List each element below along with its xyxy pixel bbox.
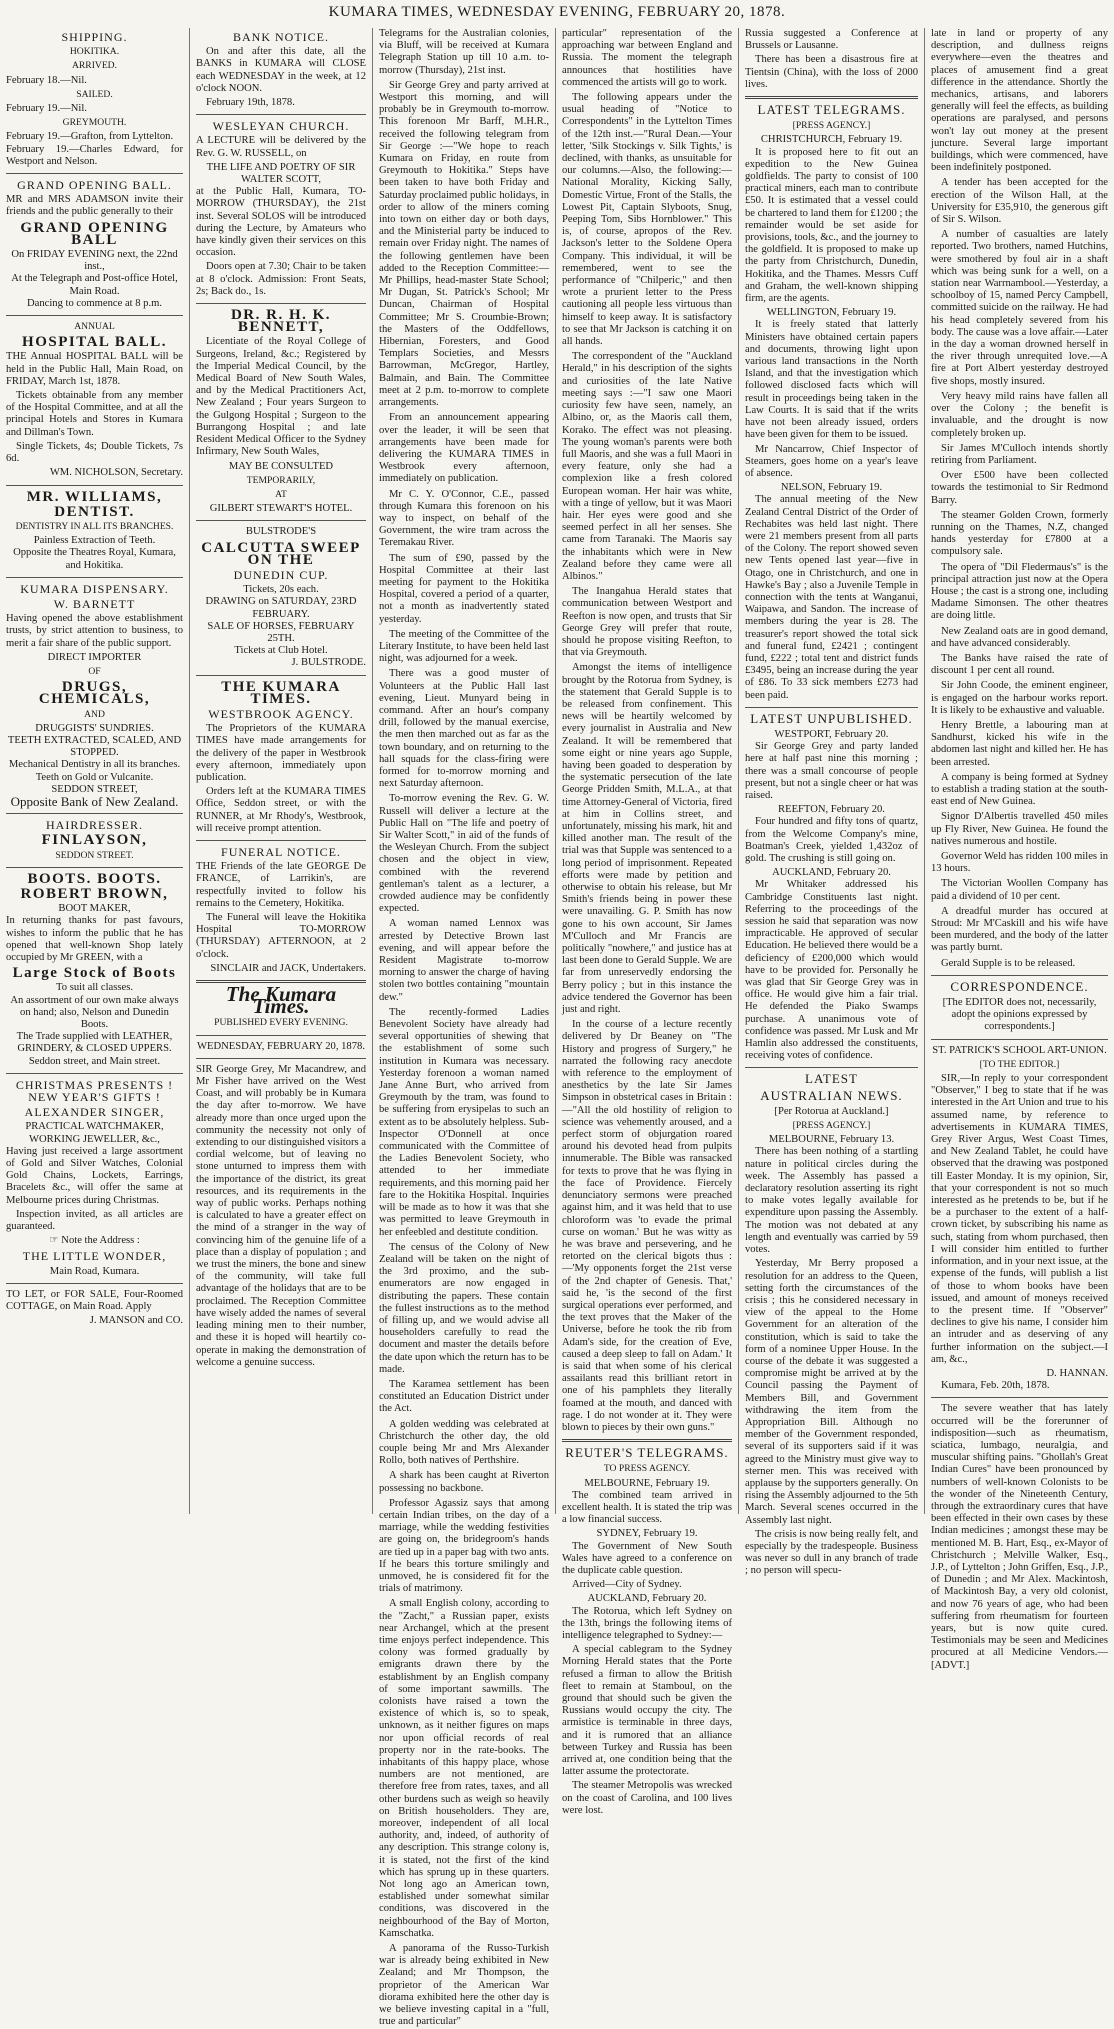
singer-heading: ALEXANDER SINGER, [24,1105,165,1120]
dentistry-branches: DENTISTRY IN ALL ITS BRANCHES. [15,520,174,532]
to-let-text: TO LET, or FOR SALE, Four-Roomed COTTAGE, on Main Road. Apply [6,1288,183,1313]
st-patricks-heading: ST. PATRICK'S SCHOOL ART-UNION. [932,1044,1107,1056]
funeral-text: THE Friends of the late GEORGE De FRANCE, of Larrikin's, are respectfully invited to follow his remains to the Cemetery, Hokitika. [196,861,366,909]
news-paragraph: In the course of a lecture recently delivered by Dr Beaney on "The History and progress of Surgery," he narrated the following racy anecdote with reference to the employment of anesthetics by the late Sir James Simpson in obstetrical cases in Britain :—"All the old hostility of religion to science was vehemently aroused, and a perfect storm of objurgation roared around his devoted head from pulpits innumerable. The Bible was ransacked for texts to prove that he was flying in the face of Providence. Fiercely denunciatory sermons were preached against him, and it was held that to use chloroform was 'to evade the primal curse on woman.' But he was witty as he was brave and persevering, and he retorted on the clerical bigots thus :—'My opponents forget the 21st verse of the 2nd chapter of Genesis. That,' said he, 'is the second of the first surgical operations ever performed, and the text proves that the Maker of the Universe, before he took the rib from Adam's side, for the creation of Eve, caused a deep sleep to fall on Adam.' It is said that when some of his clerical assailants read this brilliant retort in one of his pamphlets they literally foamed at the mouth, and danced with rage. I do not wonder at it. They were blown to pieces by their own guns." [562,1019,732,1433]
telegram-paragraph: Mr Nancarrow, Chief Inspector of Steamers, goes home on a year's leave of absence. [745,443,918,479]
greymouth-heading: GREYMOUTH. [62,117,127,129]
trade-label: The Trade supplied with LEATHER, GRINDERY, & CLOSED UPPERS. [16,1031,173,1055]
column-1 [0,28,189,1514]
news-paragraph: The Victorian Woollen Company has paid a dividend of 10 per cent. [931,878,1108,902]
telegram-paragraph: The steamer Metropolis was wrecked on the coast of Carolina, and 100 lives were lost. [562,1780,732,1816]
ball-big-title: GRAND OPENING BALL [20,219,169,248]
dateline: NELSON, February 19. [780,482,883,494]
news-paragraph: A panorama of the Russo-Turkish war is already being exhibited in New Zealand; and Mr Thompson, the proprietor of the American War diorama exhibited here the other day is we believe investing capital in a "full, true and particular" [379,1943,549,2028]
seddon-label: SEDDON STREET, [51,783,138,795]
news-paragraph: The opera of "Dil Fledermaus's" is the principal attraction just now at the Opera House ; the cast is a strong one, including Madame Simonsen. The other theatres are doing little. [931,561,1108,622]
dentist-address: Opposite the Theatres Royal, Kumara, and Hokitika. [13,547,176,571]
manson-signature: J. MANSON and CO. [89,1315,183,1327]
jeweller-label: WORKING JEWELLER, &c., [29,1133,160,1145]
telegram-paragraph: It is freely stated that latterly Ministers have obtained certain papers and documents, throwing light upon various land transactions in the North Island, and that the investigation which followed disclosed facts which will result in proceedings being taken in the Law Courts. It is said that if the writs have not been already issued, orders have been given for them to be issued. [745,319,918,441]
bank-notice-text: On and after this date, all the BANKS in KUMARA will CLOSE each WEDNESDAY in the week, at 12 o'clock NOON. [196,46,366,94]
of-label: OF [88,665,101,677]
editorial-text: SIR George Grey, Mr Macandrew, and Mr Fisher have arrived on the West Coast, and will probably be in Kumara the day after to-morrow. We have already more than once urged upon the community the necessity not only of extending to our distinguished visitors a cordial welcome, but of leaving no stone unturned to impress them with the importance of the district, its great resources, and its requirements in the way of public works. Perhaps nothing is calculated to have a greater effect on the mind of a stranger in the way of convincing him of the genuine life of a place than a display of population ; and we trust the miners, the bone and sinew of the community, will take full advantage of the holidays that are to be proclaimed. The Reception Committee have wisely added the names of several leading mining men to their number, and these it is hoped will heartily co-operate in making the demonstration of welcome a genuine success. [196,1063,366,1368]
news-paragraph: A woman named Lennox was arrested by Detective Brown last evening, and will appear before the Resident Magistrate to-morrow morning to answer the charge of having stolen two bottles containing "mountain dew." [379,918,549,1003]
news-paragraph: The correspondent of the "Auckland Herald," in his description of the sights and curiosities of the late Native meeting says :—"I saw one Maori curiosity few have seen, namely, an Albino, or, as the Maoris call them, Korako. The effect was not pleasing. The young woman's parents were both full Maoris, and she was a full Maori in every feature, only she had a complexion like a fresh colored European woman. Her hair was white, with a tinge of yellow, but it was Maori hair. Her eyes were good and she seemed perfect in all her senses. She came from Taranaki. The Maoris say the inhabitants which were in New Zealand before they came were all Albinos." [562,351,732,582]
calcutta-sweep-heading: CALCUTTA SWEEP ON THE [201,539,361,568]
stewart-hotel-label: GILBERT STEWART'S HOTEL. [209,503,353,515]
drugs-heading: DRUGS, CHEMICALS, [38,679,151,708]
sundries-label: DRUGGISTS' SUNDRIES. [35,722,154,734]
hokitika-heading: HOKITIKA. [69,46,120,58]
telegram-paragraph: Four hundred and fifty tons of quartz, from the Welcome Company's mine, Boatman's Creek, yielded 1,432oz of gold. The crushing is still going on. [745,816,918,864]
painless-extraction: Painless Extraction of Teeth. [33,535,156,547]
mechanical-label: Mechanical Dentistry in all its branches. Teeth on Gold or Vulcanite. [8,759,181,783]
australian-news-heading: AUSTRALIAN NEWS. [760,1087,903,1103]
pointing-hand-icon: ☞ [49,1235,62,1247]
dateline: MELBOURNE, February 13. [768,1134,895,1146]
dispensary-heading: KUMARA DISPENSARY. [20,581,169,596]
singer-text: Having just received a large assortment of Gold and Silver Watches, Colonial Gold Chains, Lockets, Earrings, Bracelets &c., will offer the same at Melbourne prices during Christmas. [6,1145,183,1206]
telegram-paragraph: The combined team arrived in excellent health. It is stated the trip was a low financial success. [562,1489,732,1526]
column-5 [738,28,924,1577]
club-hotel-label: Tickets at Club Hotel. [234,645,328,657]
hokitika-arrived: February 18.—Nil. [6,74,87,86]
telegram-paragraph: The Government of New South Wales have agreed to a conference on the duplicate cable question. [562,1540,732,1576]
news-paragraph: The census of the Colony of New Zealand will be taken on the night of the 3rd proximo, and the sub-enumerators are now engaged in distributing the papers. These contain the fullest instructions as to the method of filling up, and we would advise all householders carefully to read the document and master the details before the date upon which the return has to be made. [379,1241,549,1375]
lecture-doors: Doors open at 7.30; Chair to be taken at 8 o'clock. Admission: Front Seats, 2s; Back do., 1s. [196,261,366,297]
news-paragraph: Very heavy mild rains have fallen all over the Colony ; the benefit is invaluable, and the drought is now completely broken up. [931,390,1108,439]
masthead: KUMARA TIMES, WEDNESDAY EVENING, FEBRUARY 20, 1878. [328,4,786,20]
finlayson-heading: FINLAYSON, [41,832,148,849]
and-label: AND [84,708,105,720]
telegram-paragraph: Mr Whitaker addressed his Cambridge Constituents last night. Referring to the proceedings of the session he said that separation was now impracticable. He approved of secular Education. He believed there would be a deficiency of £200,000 which would have to be provided for. Personally he was glad that Sir George Grey was in office. He would give him a fair trial. He defended the Piako Swamps purchase. A unanimous vote of confidence was passed. Mr Lusk and Mr Hamlin also addressed the constituents, receiving votes of confidence. [745,879,918,1062]
news-paragraph: There has been a disastrous fire at Tientsin (China), with the loss of 2000 lives. [745,54,918,90]
christmas-heading: CHRISTMAS PRESENTS ! NEW YEAR'S GIFTS ! [15,1077,174,1105]
importer-label: DIRECT IMPORTER [47,651,142,663]
news-paragraph: New Zealand oats are in good demand, and have advanced considerably. [931,625,1108,649]
news-paragraph: There has been nothing of a startling nature in political circles during the week. The Assembly has passed a declaratory resolution asserting its right to make votes legally available for expenditure upon passing the Assembly. The motion was not debated at any length and eventually was carried by 59 votes. [745,1146,918,1256]
dateline: SYDNEY, February 19. [596,1528,698,1540]
news-paragraph: Sir George Grey and party arrived at Westport this morning, and will probably be in Greymouth to-morrow. This forenoon Mr Barff, M.H.R., received the following telegram from Sir George :—"We hope to reach Kumara on Friday, en route from Greymouth to Hokitika." Steps have been taken to have both Friday and Saturday proclaimed public holidays, in order to allow of the miners coming into town on either day or both days, and the Ministerial party be induced to remain over Friday night. The names of the following gentlemen have been added to the Reception Committee:—Mr Phillips, head-master State School; Mr Dugan, St. Patrick's School; Mr Duncan, Chairman of Hospital Committee; Mr S. Croumbie-Brown; the Masters of the Oddfellows, Hibernian, Foresters, and Good Templars Societies, and Messrs Barrowman, McGregor, Hartley, Balmain, and Bain. The Committee meet at 2 p.m. to-morrow to complete arrangements. [379,79,549,409]
telegram-paragraph: The Rotorua, which left Sydney on the 13th, brings the following items of intelligence telegraphed to Sydney:— [562,1605,732,1641]
funeral-details: The Funeral will leave the Hokitika Hospital TO-MORROW (THURSDAY) AFTERNOON, at 2 o'clock. [196,912,366,960]
lecture-details: at the Public Hall, Kumara, TO-MORROW (THURSDAY), the 21st inst. Several SOLOS will be introduced during the Lecture, by Amateurs who have kindly given their services on this occasion. [196,186,366,259]
advertisement-text: The severe weather that has lately occurred will be the forerunner of indisposition—such as rheumatism, sciatica, lumbago, neuralgia, and muscular shifting pains. "Ghollah's Great Indian Cures" have been pronounced by numbers of well-known Colonists to be the wonder of the Nineteenth Century, through the extraordinary cures that have been effected in their own cases by these Indian medicines ; amongst these may be mentioned M. B. Hart, Esq., ex-Mayor of Christchurch ; Melville Walker, Esq., J.P., of Lyttelton ; John Griffen, Esq., J.P., of Dunedin ; and Mr Alex. Mackintosh, of Mackintosh Bay, a very old colonist, and now 76 years of age, who had been suffering from rheumatism for fourteen years, but is now quite cured. Testimonials may be seen and Medicines procured at all Medicine Vendors.—[ADVT.] [931,1403,1108,1671]
news-paragraph: To-morrow evening the Rev. G. W. Russell will deliver a lecture at the Public Hall on "The life and poetry of Sir Walter Scott," in aid of the funds of the Wesleyan Church. From the subject chosen and the object in view, combined with the reverend gentleman's talent as a lecturer, a crowded audience may be confidently expected. [379,793,549,915]
press-agency-label-2: [PRESS AGENCY.] [792,1120,871,1132]
seddon-main-label: Seddon street, and Main street. [28,1055,161,1067]
news-paragraph: Telegrams for the Australian colonies, via Bluff, will be received at Kumara Telegraph Station up till 10 a.m. to-morrow (Thursday), 21st inst. [379,28,549,76]
telegram-paragraph: The annual meeting of the New Zealand Central District of the Order of Rechabites was held last night. There were 21 members present from all parts of the Colony. The report showed seven new Tents opened last year—five in Otago, one in Christchurch, and one in Hawke's Bay ; also a Juvenile Temple in connection with the tents at Wanganui, Waipawa, and Sandon. The increase of members during the year is 28. The treasurer's report showed the total sick and funeral fund, £2421 ; contingent fund, £222 ; total tent and district funds £3495, being an increase during the year of £86. To 33 sick members £273 had been paid. [745,494,918,701]
barnett-text: Having opened the above establishment trusts, by strict attention to business, to merit a fair share of the public support. [6,613,183,649]
news-paragraph: Gerald Supple is to be released. [941,957,1076,969]
news-paragraph: A tender has been accepted for the erection of the Wilson Hall, at the University for £35,910, the generous gift of Sir S. Wilson. [931,177,1108,226]
brown-text: In returning thanks for past favours, wishes to inform the public that he has opened that well-known Shop lately occupied by Mr GREEN, with a [6,915,183,963]
dateline: REEFTON, February 20. [778,804,885,816]
inspection-text: Inspection invited, as all articles are guaranteed. [6,1208,183,1233]
to-press-agency: TO PRESS AGENCY. [603,1463,691,1475]
boots-heading: BOOTS. BOOTS. [27,870,162,887]
lecture-intro: A LECTURE will be delivered by the Rev. G. W. RUSSELL, on [196,135,366,159]
lecture-title: THE LIFE AND POETRY OF SIR WALTER SCOTT, [206,161,356,186]
dateline: AUCKLAND, February 20. [587,1593,707,1605]
news-paragraph: The Banks have raised the rate of discount 1 per cent all round. [931,652,1108,677]
press-agency-label: [PRESS AGENCY.] [792,120,871,132]
dentist-heading: DENTIST. [54,503,135,520]
greymouth-arrived: February 19.—Grafton, from Lyttelton. [6,131,174,143]
little-wonder-label: THE LITTLE WONDER, [22,1249,167,1264]
news-paragraph: There was a good muster of Volunteers at the Public Hall last evening, Lieut. Munyard being in command. After an hour's company drill, followed by the manual exercise, the men then marched out as far as the town boundary, and on returning to the hall squads for the class-firing were formed for to-morrow morning and next Saturday afternoon. [379,668,549,790]
news-paragraph: A shark has been caught at Riverton possessing no backbone. [379,1470,549,1494]
main-road-label: Main Road, Kumara. [49,1265,140,1277]
barnett-name: W. BARNETT [53,596,136,611]
hospital-ball-price: Single Tickets, 4s; Double Tickets, 7s 6d. [6,440,183,465]
to-the-editor-label: [TO THE EDITOR.] [979,1058,1060,1070]
arrived-label: ARRIVED. [71,60,118,72]
bennett-heading: DR. R. H. K. BENNETT, [230,307,332,336]
wesleyan-heading: WESLEYAN CHURCH. [212,119,350,134]
news-paragraph: A dreadful murder has occured at Stroud: Mr M'Caskill and his wife have been murdered, and the body of the latter was partly burnt. [931,905,1108,954]
sweep-tickets: Tickets, 20s each. [243,584,319,596]
hospital-ball-text: THE Annual HOSPITAL BALL will be held in the Public Hall, Main Road, on FRIDAY, March 1st, 1878. [6,351,183,387]
ball-where: At the Telegraph and Post-office Hotel, Main Road. [11,273,178,297]
telegram-paragraph: Sir George Grey and party landed here at half past nine this morning ; there was a small concourse of people present, but not a single cheer or hat was raised. [745,741,918,801]
opposite-bank-label: Opposite Bank of New Zealand. [10,793,179,809]
ball-when: On FRIDAY EVENING next, the 22nd inst., [11,249,178,273]
note-address-label: ☞ Note the Address : [49,1235,140,1247]
news-paragraph: particular" representation of the approaching war between England and Russia. The moment the telegraph announces that hostilities have commenced the artists will go to work. [562,28,732,88]
ball-text: MR and MRS ADAMSON invite their friends and the public generally to their [6,194,183,218]
editor-disclaimer: [The EDITOR does not, necessarily, adopt the opinions expressed by correspondents.] [942,997,1097,1033]
suit-label: To suit all classes. [56,982,133,994]
undertakers-signature: SINCLAIR and JACK, Undertakers. [210,962,366,974]
news-paragraph: The crisis is now being really felt, and especially by the tradespeople. Business was never so dull in any branch of trade ; no person will specu- [745,1528,918,1577]
dateline: WESTPORT, February 20. [774,728,889,740]
hospital-ball-tickets: Tickets obtainable from any member of the Hospital Committee, and at all the principal Hotels and Stores in Kumara and Dillman's Town. [6,390,183,438]
letter-signature: D. HANNAN. [1046,1367,1108,1379]
bank-notice-date: February 19th, 1878. [206,97,295,109]
westbrook-text: The Proprietors of the KUMARA TIMES have made arrangements for the delivery of the paper in Westbrook every afternoon, immediately upon publication. [196,723,366,783]
telegram-paragraph: A special cablegram to the Sydney Morning Herald states that the Porte refused a firman to allow the British fleet to remain at Stamboul, on the ground that should such be given the Russians would occupy the city. The armistice is terminable in three days, and it is rumored that an alliance between Turkey and Russia has been arrived at, one condition being that the latter assume the protectorate. [562,1644,732,1778]
column-2 [189,28,372,1514]
dateline: AUCKLAND, February 20. [772,867,891,879]
news-paragraph: Russia suggested a Conference at Brussels or Lausanne. [745,28,918,52]
kumara-times-heading: THE KUMARA TIMES. [221,678,341,707]
news-paragraph: The following appears under the usual heading of "Notice to Correspondents" in the Lyttelton Times of the 12th inst.—"Rural Dean.—Your letter, 'Silk Stockings v. Silk Tights,' is declined, with thanks, as unsuitable for our columns.—Also, the following:—National Morality, Kicking Sally, Domestic Virtue, Front of the Stalls, the Lowest Pit, Captain Slyboots, Snug, Peeping Tom, Sibs Hornblower." This is, of course, apropos of the Rev. Jackson's letter to the Soldene Opera Company. This individual, it will be remembered, went to see the performance of "Chilperic," and then wrote a prurient letter to the Press cautioning all people less virtuous than himself to keep away. It is satisfactory to see that Mr Jackson is catching it on all hands. [562,92,732,348]
latest-unpublished-heading: LATEST UNPUBLISHED. [750,710,913,726]
shipping-heading: SHIPPING. [61,30,128,44]
per-rotorua-label: [Per Rotorua at Auckland.] [774,1105,889,1117]
bennett-text: Licentiate of the Royal College of Surgeons, Ireland, &c.; Registered by the Imperial Medical Council, by the Medical Board of New South Wales, and by the Medical Practitioners Act, New Zealand ; Four years Surgeon to the Gulgong Hospital ; Surgeon to the Burrangong Hospital ; and late Resident Medical Officer to the Sydney Infirmary, New South Wales, [196,336,366,458]
ball-heading: GRAND OPENING BALL. [17,178,172,193]
editorial-date: WEDNESDAY, FEBRUARY 20, 1878. [197,1040,365,1052]
bank-notice-heading: BANK NOTICE. [233,30,329,44]
hospital-ball-title: HOSPITAL BALL. [22,334,167,351]
dateline: CHRISTCHURCH, February 19. [760,134,903,146]
correspondence-heading: CORRESPONDENCE. [950,978,1089,994]
news-paragraph: From an announcement appearing over the leader, it will be seen that arrangements have been made for delivering the KUMARA TIMES in Westbrook every afternoon, immediately on publication. [379,412,549,485]
watchmaker-label: PRACTICAL WATCHMAKER, [25,1121,164,1133]
news-paragraph: Signor D'Albertis travelled 450 miles up Fly River, New Guinea. He found the natives numerous and hostile. [931,811,1108,847]
news-paragraph: late in land or property of any description, and dullness reigns everywhere—even the theatres and places of amusement find a great difference in the attendance. Shortly the mechanics, artisans, and laborers generally will feel the effects, as building operations are paralysed, and persons won't lay out money at the present juncture. Several large important buildings, which were commenced, have been indefinitely postponed. [931,28,1108,174]
letter-date: Kumara, Feb. 20th, 1878. [941,1380,1050,1392]
news-paragraph: The sum of £90, passed by the Hospital Committee at their last meeting for payment to the Hokitika Hospital, covered a period of a quarter, not a month as inadvertently stated yesterday. [379,552,549,625]
dateline: WELLINGTON, February 19. [766,307,897,319]
funeral-heading: FUNERAL NOTICE. [221,844,341,859]
news-paragraph: A number of casualties are lately reported. Two brothers, named Hutchins, were smothered by foul air in a shaft which was being sunk for a well, on a station near Warrnambool.—Yesterday, a schoolboy of 15, named Percy Campbell, committed suicide on the railway. He had his head completely severed from his body. The cause was a love affair.—Later in the day a woman drowned herself in the river through unrequited love.—A fire at Port Albert yesterday destroyed five shops, mostly insured. [931,229,1108,387]
bootmaker-label: BOOT MAKER, [58,903,131,915]
kumara-times-masthead: The Kumara Times. [225,982,337,1019]
teeth-label: TEETH EXTRACTED, SCALED, AND STOPPED. [7,734,182,759]
consulted-label: MAY BE CONSULTED [228,460,334,472]
temporarily-label: TEMPORARILY, [246,474,316,486]
bulstrode-label: BULSTRODE'S [245,526,317,538]
news-paragraph: Over £500 have been collected towards the testimonial to Sir Redmond Barry. [931,470,1108,506]
news-paragraph: Governor Weld has ridden 100 miles in 13 hours. [931,851,1108,875]
news-paragraph: The Karamea settlement has been constituted an Education District under the Act. [379,1378,549,1415]
news-paragraph: A small English colony, according to the "Zacht," a Russian paper, exists near Archangel, which at the present time enjoys perfect independence. This colony was formed gradually by emigrants drawn there by the establishment by an English company of some important sawmills. The colonists have raised a town the existence of which is, so to speak, unknown, as it neither figures on maps nor upon official records of real property nor in the rate-books. The inhabitants of this happy place, whose numbers are not mentioned, are therefore free from rates, taxes, and all other burdens such as weigh so heavily on British householders. They are, moreover, independent of all local authority, and, indeed, of authority of any description. This strange colony is, it is stated, not the first of the kind which has sprung up in these quarters. Not long ago an American town, established under somewhat similar conditions, was discovered in the neighbourhood of the Bay of Morton, Kamschatka. [379,1598,549,1939]
letter-text: SIR,—In reply to your correspondent "Observer," I beg to state that if he was interested in the Art Union and true to his assumed name, by reference to advertisements in KUMARA TIMES, Grey River Argus, West Coast Times, and New Zealand Tablet, he could have observed that the drawing was postponed till Easter Monday. It is my opinion, Sir, that your correspondent is not so much interested as he pretends to be, but if he be a purchaser to the extent of a half-crown ticket, by subscribing his name as such, stating from whom purchased, then I will consider him entitled to further information, and in your next issue, at the expense of the funds, will publish a list of those to whom books have been issued, and amount of moneys received to the present time. If "Observer" declines to give his name, I consider him an intruder and as deserving of any further information on the subject.—I am, &c., [931,1073,1108,1365]
news-paragraph: The meeting of the Committee of the Literary Institute, to have been held last night, was adjourned for a week. [379,628,549,665]
column-4 [555,28,738,1816]
news-paragraph: The recently-formed Ladies Benevolent Society have already had several opportunities of shewing that the establishment of some such institution in Kumara was necessary. Yesterday forenoon a woman named Jane Anne Burt, who arrived from Greymouth by the tram, was found to be suffering from erysipelas to such an extent as to be absolutely helpless. Sub-Inspector O'Donnell at once communicated with the Committee of the Ladies Benevolent Society, who attended to her immediate requirements, and this morning paid her fare to the Hokitika Hospital. Inquiries will be made as to how it was that she was permitted to leave Greymouth in her enfeebled and destitute condition. [379,1006,549,1238]
seddon-street-label: SEDDON STREET. [55,849,134,861]
hospital-ball-signature: WM. NICHOLSON, Secretary. [49,467,183,479]
latest-telegrams-heading: LATEST TELEGRAMS. [757,102,906,118]
ball-time: Dancing to commence at 8 p.m. [26,297,163,309]
column-3 [372,28,555,2028]
large-stock-label: Large Stock of Boots [12,965,177,982]
dunedin-cup-label: DUNEDIN CUP. [233,567,329,582]
reuters-heading: REUTER'S TELEGRAMS. [565,1445,729,1461]
westbrook-heading: WESTBROOK AGENCY. [208,706,354,721]
assortment-label: An assortment of our own make always on hand; also, Nelson and Dunedin Boots. [10,994,179,1031]
news-paragraph: A company is being formed at Sydney to establish a trading station at the south-east end of New Guinea. [931,771,1108,808]
news-paragraph: Yesterday, Mr Berry proposed a resolution for an address to the Queen, setting forth the circumstances of the crisis ; this he considered necessary in view of the appeal to the Home Government for an alteration of the constitution, which is said to take the form of a nominee Upper House. In the course of the debate it was suggested a compromise might be arrived at by the Council passing the Payment of Members Bill, and Government withdrawing the item from the Appropriation Bill. Although no member of the Government responded, several of its supporters said if it was agreed to the Ministry must give way to sterner men. This was received with applause by the supporters generally. On rising the Assembly adjourned to the 5th March. Several scenes occurred in the Assembly last night. [745,1258,918,1526]
news-paragraph: Henry Brettle, a labouring man at Sandhurst, kicked his wife in the abdomen last night and killed her. He has been arrested. [931,719,1108,768]
news-paragraph: Sir James M'Culloch intends shortly retiring from Parliament. [931,442,1108,466]
news-paragraph: Mr C. Y. O'Connor, C.E., passed through Kumara this forenoon on his way to inspect, on behalf of the Government, the wire tram across the Teremakau River. [379,488,549,549]
news-paragraph: Sir John Coode, the eminent engineer, is engaged on the harbour works report. It is likely to be exhaustive and valuable. [931,680,1108,716]
dateline: MELBOURNE, February 19. [584,1477,710,1489]
drawing-label: DRAWING on SATURDAY, 23RD FEBRUARY. [205,596,357,620]
hairdresser-heading: HAIRDRESSER. [45,818,143,833]
news-paragraph: The steamer Golden Crown, formerly running on the Thames, N.Z, changed hands yesterday for £7800 at a compulsory sale. [931,509,1108,558]
hokitika-sailed: February 19.—Nil. [6,103,87,115]
column-6 [924,28,1114,1671]
news-paragraph: Amongst the items of intelligence brought by the Rotorua from Sydney, is the statement that Gerald Supple is to be released from confinement. This news will be heartily welcomed by every journalist in Australia and New Zealand. It will be remembered that some eight or nine years ago Supple, having been goaded to desperation by the systematic persecution of the late George Pridden Smith, M.L.A., at that time Attorney-General of Victoria, fired at him in Collins street, and unfortunately, missing his mark, hit and killed another man. The result of the trial was that Supple was sentenced to a long period of imprisonment. Repeated efforts were made by petition and otherwise to obtain his release, but Mr Smith's friends being in power these were unavailing. G. P. Smith has now gone to his own account, Sir James M'Culloch and Mr Francis are politically "nowhere," and justice has at last been done to Gerald Supple. We are far from unreservedly endorsing the Berry policy ; but in this instance the advice tendered the Governor has been just and right. [562,662,732,1016]
news-paragraph: The Inangahua Herald states that communication between Westport and Reefton is now open, and trusts that Sir George Grey will prefer that route, should he propose visiting Reefton, to that via Greymouth. [562,586,732,659]
bulstrode-signature: J. BULSTRODE. [291,657,366,669]
annual-label: ANNUAL [74,321,115,333]
sale-of-horses-label: SALE OF HORSES, FEBRUARY 25TH. [207,620,355,644]
telegram-paragraph: It is proposed here to fit out an expedition to the New Guinea goldfields. The party to consist of 100 practical miners, each man to contribute £50. It is estimated that a vessel could be chartered to land them for £1200 ; the remainder would be set aside for provisions, tools, &c., and the journey to the goldfield. It is proposed to make up the party from Christchurch, Dunedin, Hokitika, and the Thames. Messrs Cuff and Graham, the well-known shipping firm, are the agents. [745,146,919,305]
telegram-paragraph: Arrived—City of Sydney. [572,1579,682,1591]
news-paragraph: Professor Agassiz says that among certain Indian tribes, on the day of a marriage, while the wedding festivities are going on, the bridegroom's hands are tied up in a paper bag with two ants. If he bears this torture smilingly and unmoved, he is considered fit for the trials of matrimony. [379,1497,549,1595]
published-label: PUBLISHED EVERY EVENING. [214,1017,348,1029]
robert-brown-heading: ROBERT BROWN, [20,885,169,902]
sailed-label: SAILED. [76,88,113,100]
orders-text: Orders left at the KUMARA TIMES Office, Seddon street, or with the RUNNER, at Mr Rhody's, Westbrook, will receive prompt attention. [196,786,366,834]
at-label: AT [275,488,287,500]
greymouth-sailed: February 19.—Charles Edward, for Westport and Nelson. [6,143,183,167]
latest-label: LATEST [805,1071,858,1087]
williams-heading: MR. WILLIAMS, [26,488,163,505]
news-paragraph: A golden wedding was celebrated at Christchurch the other day, the old couple being Mr and Mrs Alexander Rollo, both natives of Perthshire. [379,1418,549,1467]
